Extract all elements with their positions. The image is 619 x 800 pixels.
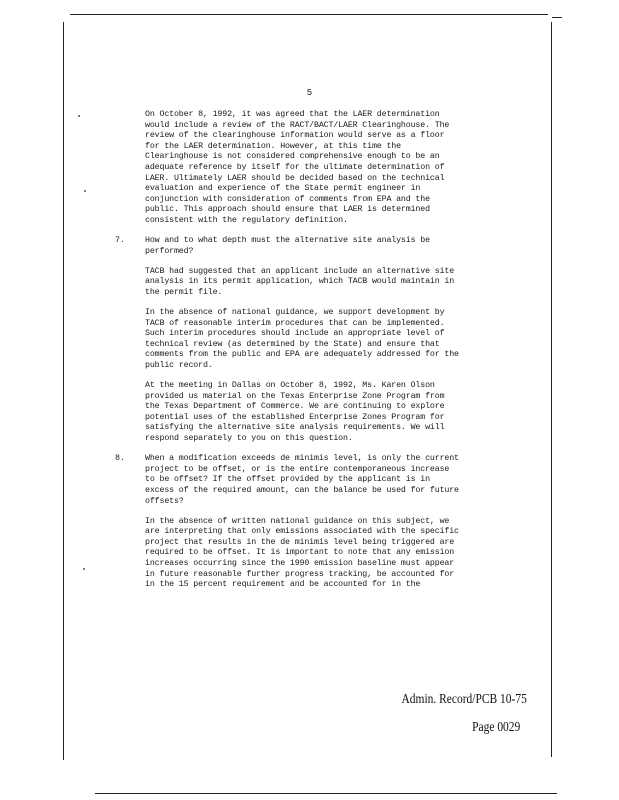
paragraph-laer-determination: On October 8, 1992, it was agreed that the LAER determination would include a review of the RACT/BACT/LAER Clearinghouse. The review of the clearinghouse information would serve as a floor for the LAER determination. However, at this time the Clearinghouse is not considered comprehensive enough to be an adequate reference by itself for the ultimate determination of LAER. Ultimately LAER should be decided based on the technical evaluation and experience of the State permit engineer in conjunction with consideration of comments from EPA and the public. This approach should ensure that LAER is determined consistent with the regulatory definition. <box>145 110 450 225</box>
admin-record-stamp <box>402 686 527 742</box>
question-text: How and to what depth must the alternative site analysis be performed? <box>145 236 430 256</box>
scan-speck <box>83 568 85 570</box>
scan-left-border <box>63 22 64 760</box>
paragraph-offset-interpretation: In the absence of written national guidance on this subject, we are interpreting that only emissions associated with the specific project that results in the de minimis level being triggered are required to be offset. It is important to note that any emission increases occurring since the 1990 emission baseline must appear in future reasonable further progress tracking, be accounted for in the 15 percent requirement and be accounted for in the <box>145 516 459 590</box>
page-number: 5 <box>306 88 313 98</box>
paragraph-interim-procedures: In the absence of national guidance, we support development by TACB of reasonable interim procedures that can be implemented. Such interim procedures should include an appropriate level of technical review (as determined by the State) and ensure that comments from the public and EPA are adequately addressed for the public record. <box>145 308 459 370</box>
question-text: When a modification exceeds de minimis level, is only the current project to be offset, or is the entire contemporaneous increase to be offset? If the offset provided by the applicant is in excess of the required amount, can the balance be used for future offsets? <box>145 454 459 506</box>
scan-right-border <box>551 22 552 757</box>
question-number: 8. <box>115 454 125 464</box>
scan-speck <box>78 115 80 117</box>
question-8 <box>115 454 517 507</box>
document-body <box>115 110 517 600</box>
paragraph-dallas-meeting: At the meeting in Dallas on October 8, 1992, Ms. Karen Olson provided us material on the Texas Enterprise Zone Program from the Texas Department of Commerce. We are continuing to explore potential uses of the established Enterprise Zones Program for satisfying the alternative site analysis requirements. We will respond separately to you on this question. <box>145 381 445 444</box>
scan-speck <box>84 190 86 192</box>
question-number: 7. <box>115 236 125 246</box>
paragraph-tacb-suggestion: TACB had suggested that an applicant include an alternative site analysis in its permit application, which TACB would maintain in the permit file. <box>145 266 455 297</box>
stamp-record-line: Admin. Record/PCB 10-75 <box>401 692 527 707</box>
scan-top-border-right <box>552 17 562 18</box>
scan-bottom-border <box>95 793 557 794</box>
question-7 <box>115 236 517 257</box>
stamp-page-line: Page 0029 <box>472 720 521 735</box>
scan-top-border <box>70 14 548 15</box>
